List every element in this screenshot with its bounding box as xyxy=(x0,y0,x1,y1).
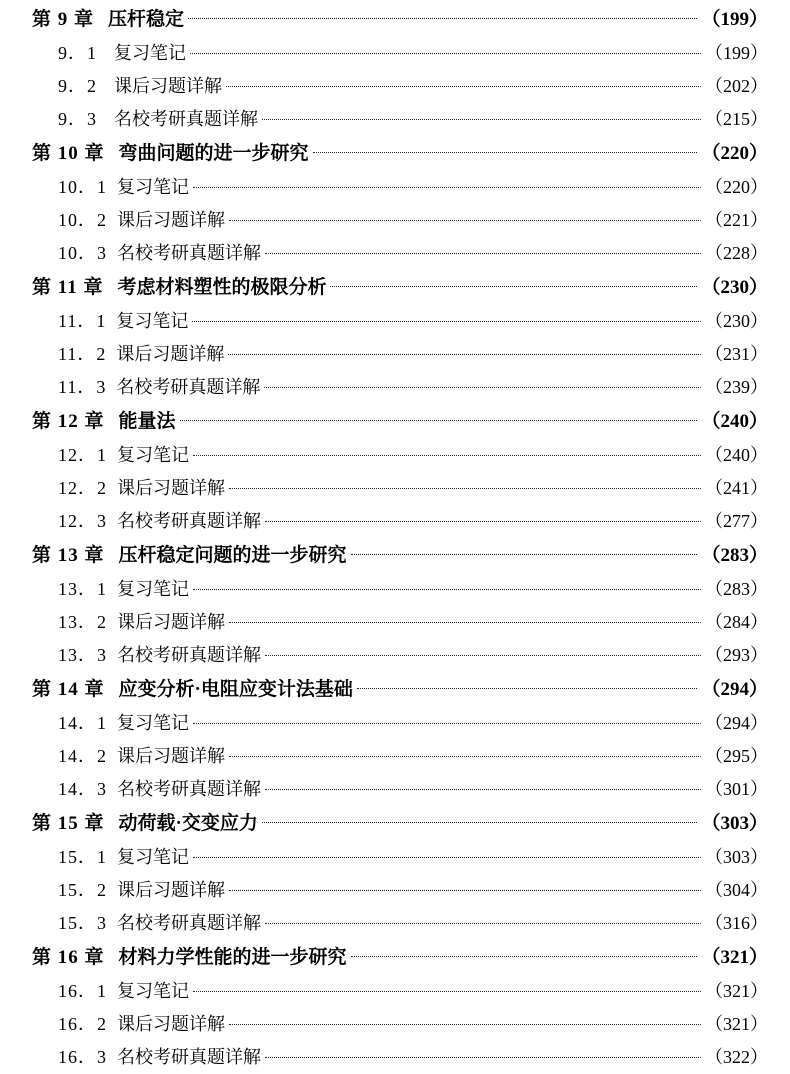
toc-entry-number: 第 14 章 xyxy=(32,679,105,700)
toc-entry-label xyxy=(58,975,189,1008)
toc-chapter-entry[interactable] xyxy=(22,136,768,171)
toc-entry-title: 课后习题详解 xyxy=(114,76,222,96)
toc-entry-number: 16．1 xyxy=(58,981,107,1001)
toc-entry-page-number: （295） xyxy=(705,746,768,766)
toc-entry-page-number: （199） xyxy=(705,43,768,63)
toc-entry-page-number: （220） xyxy=(705,177,768,197)
toc-entry-number: 14．1 xyxy=(58,713,107,733)
toc-leader-dots xyxy=(229,208,701,226)
toc-entry-page-number: （284） xyxy=(705,612,768,632)
toc-entry-title: 课后习题详解 xyxy=(117,612,225,632)
toc-chapter-entry[interactable] xyxy=(22,672,768,707)
toc-entry-title: 压杆稳定 xyxy=(108,9,185,30)
toc-entry-label xyxy=(58,505,261,538)
toc-entry-title: 压杆稳定问题的进一步研究 xyxy=(118,545,347,566)
toc-entry-page-number: （321） xyxy=(705,1014,768,1034)
toc-entry-page-number: （303） xyxy=(701,813,768,834)
toc-section-entry[interactable] xyxy=(22,1008,768,1041)
toc-entry-label xyxy=(32,672,353,707)
toc-entry-title: 名校考研真题详解 xyxy=(117,913,261,933)
toc-entry-number: 16．3 xyxy=(58,1047,107,1067)
toc-entry-title: 课后习题详解 xyxy=(117,880,225,900)
toc-leader-dots xyxy=(262,810,698,829)
toc-section-entry[interactable] xyxy=(22,874,768,907)
toc-entry-label xyxy=(58,707,189,740)
toc-section-entry[interactable] xyxy=(22,707,768,740)
toc-entry-title: 复习笔记 xyxy=(117,981,189,1001)
toc-entry-page-number: （294） xyxy=(705,713,768,733)
toc-entry-label xyxy=(58,1041,261,1074)
toc-entry-page-number: （277） xyxy=(705,511,768,531)
toc-leader-dots xyxy=(351,944,698,963)
toc-section-entry[interactable] xyxy=(22,740,768,773)
toc-leader-dots xyxy=(193,443,701,461)
toc-section-entry[interactable] xyxy=(22,907,768,940)
toc-leader-dots xyxy=(265,1045,701,1063)
toc-section-entry[interactable] xyxy=(22,639,768,672)
toc-entry-number: 第 10 章 xyxy=(32,143,105,164)
toc-entry-title: 考虑材料塑性的极限分析 xyxy=(117,277,327,298)
toc-entry-number: 第 12 章 xyxy=(32,411,105,432)
toc-leader-dots xyxy=(229,878,701,896)
toc-section-entry[interactable] xyxy=(22,70,768,103)
toc-section-entry[interactable] xyxy=(22,573,768,606)
toc-entry-number: 10．3 xyxy=(58,243,107,263)
toc-entry-page-number: （283） xyxy=(701,545,768,566)
toc-entry-number: 10．1 xyxy=(58,177,107,197)
toc-entry-label xyxy=(58,1008,225,1041)
toc-entry-number: 15．1 xyxy=(58,847,107,867)
toc-entry-title: 名校考研真题详解 xyxy=(116,377,261,397)
toc-section-entry[interactable] xyxy=(22,338,768,371)
toc-leader-dots xyxy=(351,542,698,561)
toc-leader-dots xyxy=(193,845,701,863)
toc-entry-number: 11．3 xyxy=(58,377,107,397)
toc-entry-page-number: （304） xyxy=(705,880,768,900)
toc-entry-label xyxy=(58,70,222,103)
toc-entry-page-number: （239） xyxy=(705,377,768,397)
toc-entry-label xyxy=(32,538,347,573)
toc-entry-page-number: （202） xyxy=(705,76,768,96)
toc-entry-title: 动荷载·交变应力 xyxy=(118,813,258,834)
toc-entry-page-number: （294） xyxy=(701,679,768,700)
toc-entry-page-number: （293） xyxy=(705,645,768,665)
toc-entry-page-number: （316） xyxy=(705,913,768,933)
toc-entry-number: 第 11 章 xyxy=(32,277,104,298)
toc-section-entry[interactable] xyxy=(22,472,768,505)
toc-chapter-entry[interactable] xyxy=(22,270,768,305)
toc-entry-number: 12．2 xyxy=(58,478,107,498)
toc-entry-number: 11．2 xyxy=(58,344,107,364)
toc-entry-title: 课后习题详解 xyxy=(116,344,225,364)
toc-entry-page-number: （230） xyxy=(705,311,768,331)
toc-entry-label xyxy=(32,136,309,171)
toc-entry-page-number: （321） xyxy=(701,947,768,968)
toc-entry-title: 复习笔记 xyxy=(117,445,189,465)
toc-entry-label xyxy=(58,639,261,672)
toc-entry-label xyxy=(58,171,189,204)
toc-entry-number: 11．1 xyxy=(58,311,107,331)
toc-entry-label xyxy=(32,940,347,975)
toc-entry-page-number: （230） xyxy=(701,277,768,298)
toc-section-entry[interactable] xyxy=(22,305,768,338)
toc-leader-dots xyxy=(193,577,701,595)
toc-entry-number: 10．2 xyxy=(58,210,107,230)
toc-leader-dots xyxy=(188,6,697,25)
toc-section-entry[interactable] xyxy=(22,841,768,874)
toc-entry-number: 第 9 章 xyxy=(32,9,95,30)
toc-entry-title: 名校考研真题详解 xyxy=(117,1047,261,1067)
toc-entry-number: 12．3 xyxy=(58,511,107,531)
toc-entry-title: 复习笔记 xyxy=(117,713,189,733)
toc-entry-number: 13．1 xyxy=(58,579,107,599)
toc-entry-title: 名校考研真题详解 xyxy=(114,109,258,129)
toc-entry-page-number: （215） xyxy=(705,109,768,129)
toc-entry-title: 名校考研真题详解 xyxy=(117,779,261,799)
toc-entry-label xyxy=(58,338,224,371)
toc-entry-page-number: （240） xyxy=(705,445,768,465)
toc-entry-title: 复习笔记 xyxy=(117,847,189,867)
toc-entry-page-number: （321） xyxy=(705,981,768,1001)
toc-entry-page-number: （231） xyxy=(705,344,768,364)
toc-entry-page-number: （301） xyxy=(705,779,768,799)
toc-entry-label xyxy=(58,472,225,505)
toc-leader-dots xyxy=(193,711,701,729)
toc-entry-page-number: （241） xyxy=(705,478,768,498)
toc-leader-dots xyxy=(192,309,701,327)
toc-chapter-entry[interactable] xyxy=(22,806,768,841)
toc-entry-label xyxy=(58,773,261,806)
toc-leader-dots xyxy=(226,74,701,92)
toc-leader-dots xyxy=(264,375,701,393)
toc-entry-number: 13．3 xyxy=(58,645,107,665)
toc-entry-label xyxy=(58,606,225,639)
toc-section-entry[interactable] xyxy=(22,204,768,237)
toc-entry-label xyxy=(58,371,260,404)
toc-entry-title: 课后习题详解 xyxy=(117,478,225,498)
toc-entry-number: 15．2 xyxy=(58,880,107,900)
toc-entry-title: 名校考研真题详解 xyxy=(117,243,261,263)
toc-leader-dots xyxy=(357,676,698,695)
toc-entry-title: 名校考研真题详解 xyxy=(117,645,261,665)
toc-entry-label xyxy=(32,270,326,305)
toc-entry-number: 第 15 章 xyxy=(32,813,105,834)
toc-entry-label xyxy=(58,305,188,338)
toc-section-entry[interactable] xyxy=(22,505,768,538)
toc-chapter-entry[interactable] xyxy=(22,538,768,573)
toc-chapter-entry[interactable] xyxy=(22,2,768,37)
toc-leader-dots xyxy=(190,41,701,59)
toc-entry-number: 13．2 xyxy=(58,612,107,632)
toc-entry-label xyxy=(58,439,189,472)
toc-entry-label xyxy=(58,204,225,237)
toc-entry-title: 弯曲问题的进一步研究 xyxy=(118,143,309,164)
toc-leader-dots xyxy=(265,643,701,661)
toc-entry-title: 课后习题详解 xyxy=(117,210,225,230)
toc-entry-title: 课后习题详解 xyxy=(117,1014,225,1034)
toc-leader-dots xyxy=(180,408,698,427)
toc-entry-label xyxy=(58,103,258,136)
toc-entry-label xyxy=(32,404,176,439)
toc-entry-title: 复习笔记 xyxy=(117,579,189,599)
toc-leader-dots xyxy=(330,274,697,293)
toc-entry-number: 14．2 xyxy=(58,746,107,766)
toc-section-entry[interactable] xyxy=(22,237,768,270)
toc-entry-page-number: （240） xyxy=(701,411,768,432)
toc-entry-page-number: （283） xyxy=(705,579,768,599)
toc-section-entry[interactable] xyxy=(22,773,768,806)
toc-entry-label xyxy=(58,573,189,606)
toc-entry-number: 12．1 xyxy=(58,445,107,465)
toc-entry-label xyxy=(32,806,258,841)
toc-entry-label xyxy=(58,841,189,874)
toc-chapter-entry[interactable] xyxy=(22,940,768,975)
toc-leader-dots xyxy=(313,140,698,159)
toc-leader-dots xyxy=(193,175,701,193)
toc-entry-page-number: （322） xyxy=(705,1047,768,1067)
toc-entry-number: 9．1 xyxy=(58,43,97,63)
toc-entry-page-number: （220） xyxy=(701,143,768,164)
toc-entry-number: 14．3 xyxy=(58,779,107,799)
toc-section-entry[interactable] xyxy=(22,606,768,639)
toc-entry-number: 9．2 xyxy=(58,76,97,96)
toc-leader-dots xyxy=(229,1012,701,1030)
toc-entry-label xyxy=(58,37,186,70)
toc-entry-label xyxy=(58,907,261,940)
toc-entry-label xyxy=(58,237,261,270)
toc-entry-number: 第 13 章 xyxy=(32,545,105,566)
toc-leader-dots xyxy=(193,979,701,997)
toc-entry-page-number: （228） xyxy=(705,243,768,263)
toc-entry-number: 16．2 xyxy=(58,1014,107,1034)
toc-entry-label xyxy=(32,2,184,37)
toc-leader-dots xyxy=(262,107,701,125)
toc-leader-dots xyxy=(265,911,701,929)
toc-entry-title: 复习笔记 xyxy=(117,177,189,197)
toc-entry-number: 第 16 章 xyxy=(32,947,105,968)
toc-entry-number: 9．3 xyxy=(58,109,97,129)
toc-section-entry[interactable] xyxy=(22,37,768,70)
toc-chapter-entry[interactable] xyxy=(22,404,768,439)
toc-entry-title: 课后习题详解 xyxy=(117,746,225,766)
toc-leader-dots xyxy=(229,610,701,628)
toc-entry-title: 名校考研真题详解 xyxy=(117,511,261,531)
toc-entry-number: 15．3 xyxy=(58,913,107,933)
toc-leader-dots xyxy=(265,241,701,259)
toc-entry-title: 应变分析·电阻应变计法基础 xyxy=(118,679,353,700)
toc-entry-title: 材料力学性能的进一步研究 xyxy=(118,947,347,968)
toc-entry-title: 能量法 xyxy=(118,411,176,432)
toc-entry-page-number: （199） xyxy=(701,9,768,30)
toc-section-entry[interactable] xyxy=(22,1041,768,1074)
toc-leader-dots xyxy=(265,777,701,795)
toc-section-entry[interactable] xyxy=(22,171,768,204)
toc-leader-dots xyxy=(229,476,701,494)
toc-section-entry[interactable] xyxy=(22,103,768,136)
toc-section-entry[interactable] xyxy=(22,975,768,1008)
toc-leader-dots xyxy=(229,744,701,762)
toc-entry-page-number: （221） xyxy=(705,210,768,230)
toc-entry-label xyxy=(58,740,225,773)
toc-entry-title: 复习笔记 xyxy=(116,311,189,331)
toc-leader-dots xyxy=(265,509,701,527)
toc-entry-title: 复习笔记 xyxy=(114,43,186,63)
toc-section-entry[interactable] xyxy=(22,371,768,404)
toc-entry-label xyxy=(58,874,225,907)
toc-leader-dots xyxy=(228,342,701,360)
toc-section-entry[interactable] xyxy=(22,439,768,472)
toc-entry-page-number: （303） xyxy=(705,847,768,867)
